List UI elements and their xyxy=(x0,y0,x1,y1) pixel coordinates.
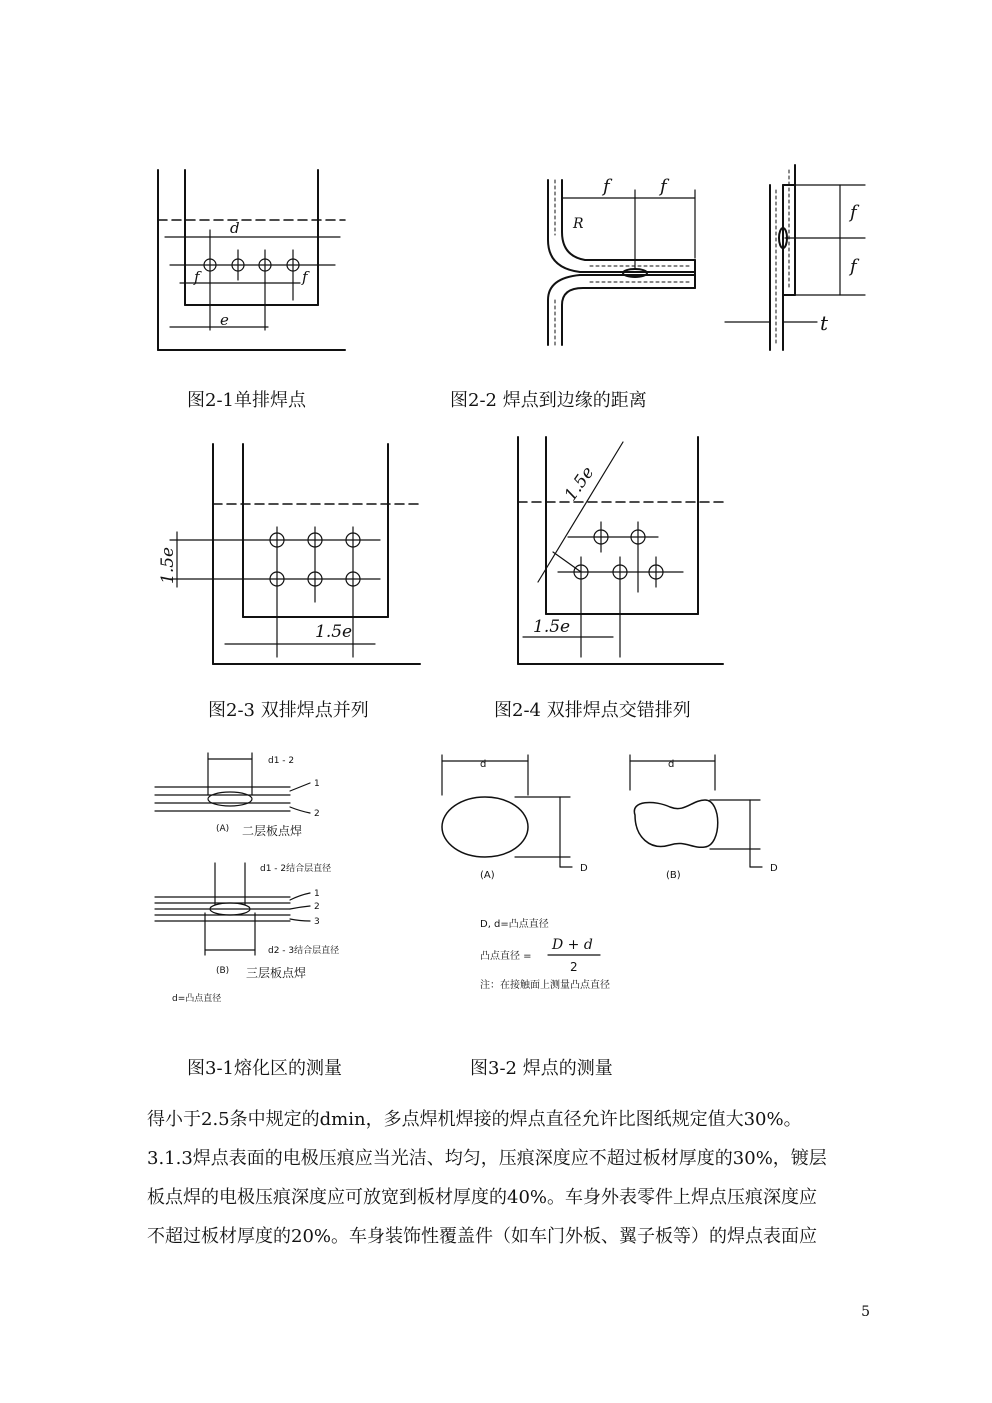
page-number: 5 xyxy=(861,1304,870,1320)
figure-3-1-diagram xyxy=(150,745,350,1010)
fig3-1b-layer-3: 3 xyxy=(314,917,320,927)
fig2-1-label-d: d xyxy=(230,219,240,237)
fig3-2b-tag: (B) xyxy=(666,870,681,881)
fig3-1b-dimension-bottom: d2 - 3结合层直径 xyxy=(268,946,340,956)
fig2-2-label-r: R xyxy=(573,216,584,232)
fig3-1b-layer-2: 2 xyxy=(314,902,320,912)
fig3-2-formula-numerator: D + d xyxy=(552,937,593,953)
fig3-1a-layer-1: 1 xyxy=(314,779,320,789)
fig2-2-label-t: t xyxy=(820,311,829,335)
fig3-2a-tag: (A) xyxy=(480,870,495,881)
fig3-2a-label-d: d xyxy=(480,759,487,770)
figure-2-4-diagram xyxy=(508,432,738,670)
fig3-2-legend: D, d=凸点直径 xyxy=(480,919,549,930)
fig3-2-note: 注：在接触面上测量凸点直径 xyxy=(480,980,610,991)
body-text-line-2: 3.1.3焊点表面的电极压痕应当光洁、均匀，压痕深度应不超过板材厚度的30%，镀层 xyxy=(147,1148,827,1169)
figure-2-2-caption: 图2-2 焊点到边缘的距离 xyxy=(450,390,647,411)
figure-2-2-diagram xyxy=(535,160,880,360)
figure-2-1-caption: 图2-1单排焊点 xyxy=(187,390,306,411)
fig2-4-label-diagonal: 1.5e xyxy=(560,462,599,505)
figure-2-1-diagram xyxy=(150,165,350,355)
figure-2-3-diagram xyxy=(158,432,425,670)
body-text-line-1: 得小于2.5条中规定的dmin，多点焊机焊接的焊点直径允许比图纸规定值大30%。 xyxy=(147,1109,802,1130)
fig3-1a-title: 二层板点焊 xyxy=(242,824,303,838)
fig3-1a-layer-2: 2 xyxy=(314,809,320,819)
body-text-line-4: 不超过板材厚度的20%。车身装饰性覆盖件（如车门外板、翼子板等）的焊点表面应 xyxy=(147,1226,818,1247)
fig2-2-label-f-side-bottom: f xyxy=(850,256,857,277)
figure-2-4-caption: 图2-4 双排焊点交错排列 xyxy=(494,700,691,721)
fig3-1b-layer-1: 1 xyxy=(314,889,320,899)
fig3-1b-dimension-top: d1 - 2结合层直径 xyxy=(260,864,332,874)
fig2-1-label-f-right: f xyxy=(302,268,308,286)
figure-3-2-caption: 图3-2 焊点的测量 xyxy=(470,1058,613,1079)
fig2-2-label-f-top-left: f xyxy=(603,176,610,197)
fig2-2-label-f-side-top: f xyxy=(850,202,857,223)
fig3-1b-tag: (B) xyxy=(216,966,230,976)
fig3-1-note: d=凸点直径 xyxy=(172,994,222,1004)
fig3-2-formula-denominator: 2 xyxy=(570,960,578,974)
figure-2-3-caption: 图2-3 双排焊点并列 xyxy=(208,700,369,721)
fig2-4-label-horizontal: 1.5e xyxy=(533,617,571,637)
fig2-1-label-e: e xyxy=(220,311,229,329)
fig2-2-label-f-top-right: f xyxy=(660,176,667,197)
fig3-1a-dimension: d1 - 2 xyxy=(268,756,295,766)
body-text-line-3: 板点焊的电极压痕深度应可放宽到板材厚度的40%。车身外表零件上焊点压痕深度应 xyxy=(147,1187,818,1208)
fig2-1-label-f-left: f xyxy=(194,268,200,286)
fig3-2-formula-label: 凸点直径 = xyxy=(480,951,532,962)
fig2-3-label-horizontal: 1.5e xyxy=(315,622,353,642)
fig3-2b-label-d: d xyxy=(668,759,675,770)
fig3-2a-label-D: D xyxy=(580,863,588,874)
fig3-1b-title: 三层板点焊 xyxy=(246,966,307,980)
figure-3-1-caption: 图3-1熔化区的测量 xyxy=(187,1058,342,1079)
figure-3-2-diagram xyxy=(430,745,800,995)
fig2-3-label-vertical: 1.5e xyxy=(158,546,178,584)
fig3-2b-label-D: D xyxy=(770,863,778,874)
fig3-1a-tag: (A) xyxy=(216,824,230,834)
